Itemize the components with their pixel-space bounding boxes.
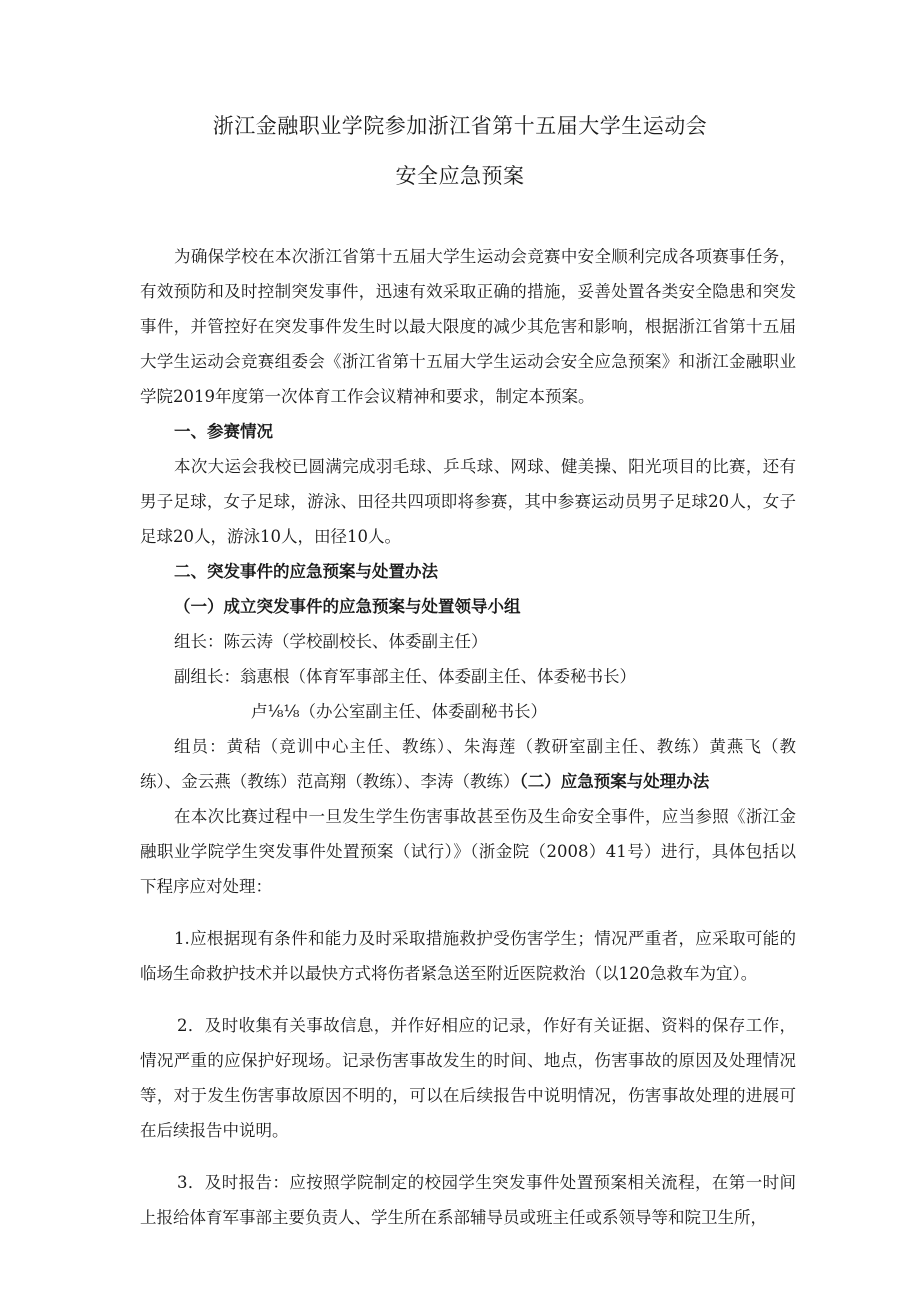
group-deputy-2: 卢⅛⅛（办公室副主任、体委副秘书长） [251, 702, 547, 721]
section2-sub2-body: 在本次比赛过程中一旦发生学生伤害事故甚至伤及生命安全事件，应当参照《浙江金融职业学院学生突发事件处置预案（试行）》（浙金院（2008）41号）进行，具体包括以下程序应对处理： [140, 807, 796, 896]
group-leader: 组长：陈云涛（学校副校长、体委副主任） [174, 632, 488, 651]
procedure-item-2: 2．及时收集有关事故信息，并作好相应的记录，作好有关证据、资料的保存工作，情况严重的应保护好现场。记录伤害事故发生的时间、地点，伤害事故的原因及处理情况等，对于发生伤害事故原因不明的，可以在后续报告中说明情况，伤害事故处理的进展可在后续报告中说明。 [140, 1016, 796, 1140]
procedure-item-3: 3．及时报告：应按照学院制定的校园学生突发事件处置预案相关流程，在第一时间上报给体育军事部主要负责人、学生所在系部辅导员或班主任或系领导等和院卫生所， [140, 1173, 796, 1227]
group-members [140, 729, 796, 799]
group-deputy-1: 副组长：翁惠根（体育军事部主任、体委副主任、体委秘书长） [174, 667, 636, 686]
section2-sub2-heading: （二）应急预案与处理办法 [519, 772, 710, 791]
section1-body: 本次大运会我校已圆满完成羽毛球、乒乓球、网球、健美操、阳光项目的比赛，还有男子足球，女子足球，游泳、田径共四项即将参赛，其中参赛运动员男子足球20人，女子足球20人，游泳10人，田径10人。 [140, 457, 796, 546]
document-body [140, 239, 796, 1235]
group-members-text: 组员：黄秸（竞训中心主任、教练）、朱海莲（教研室副主任、教练）黄燕飞（教练）、金云燕（教练）范高翔（教练）、李涛（教练） [140, 737, 796, 791]
document-title-line1: 浙江金融职业学院参加浙江省第十五届大学生运动会 [212, 114, 708, 138]
section1-heading: 一、参赛情况 [174, 422, 273, 441]
section2-heading: 二、突发事件的应急预案与处置办法 [174, 562, 438, 581]
procedure-item-1: 1.应根据现有条件和能力及时采取措施救护受伤害学生；情况严重者，应采取可能的临场生命救护技术并以最快方式将伤者紧急送至附近医院救治（以120急救车为宜）。 [140, 929, 796, 983]
document-title-line2: 安全应急预案 [395, 164, 525, 188]
intro-paragraph: 为确保学校在本次浙江省第十五届大学生运动会竞赛中安全顺利完成各项赛事任务，有效预防和及时控制突发事件，迅速有效采取正确的措施，妥善处置各类安全隐患和突发事件，并管控好在突发事件发生时以最大限度的减少其危害和影响，根据浙江省第十五届大学生运动会竞赛组委会《浙江省第十五届大学生运动会安全应急预案》和浙江金融职业学院2019年度第一次体育工作会议精神和要求，制定本预案。 [140, 247, 796, 406]
section2-sub1-heading: （一）成立突发事件的应急预案与处置领导小组 [174, 597, 521, 616]
